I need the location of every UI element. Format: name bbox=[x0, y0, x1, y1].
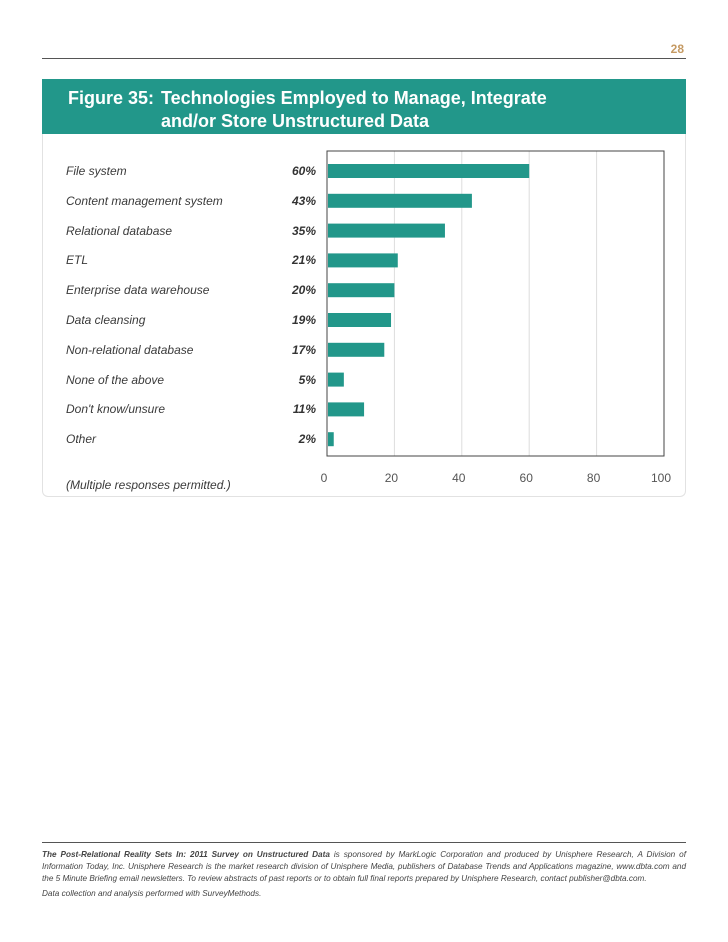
x-tick-label: 20 bbox=[384, 471, 399, 485]
bar bbox=[328, 224, 445, 238]
x-tick-label: 60 bbox=[519, 471, 533, 485]
value-label: 17% bbox=[291, 342, 316, 357]
bar bbox=[328, 402, 364, 416]
bar bbox=[328, 432, 334, 446]
category-label: Data cleansing bbox=[66, 313, 146, 327]
category-label: Enterprise data warehouse bbox=[66, 283, 210, 298]
footer-text bbox=[42, 849, 686, 885]
bar bbox=[328, 313, 391, 327]
bar bbox=[328, 253, 398, 267]
category-label: None of the above bbox=[66, 372, 165, 387]
x-tick-label: 100 bbox=[650, 471, 672, 485]
category-label: ETL bbox=[66, 253, 89, 268]
bar bbox=[328, 373, 344, 387]
value-label: 2% bbox=[298, 432, 316, 447]
category-label: Relational database bbox=[66, 223, 173, 238]
footer-rule bbox=[42, 842, 686, 843]
value-label: 21% bbox=[291, 253, 316, 268]
value-label: 11% bbox=[292, 402, 316, 417]
category-label: Other bbox=[66, 432, 97, 447]
category-label: Don't know/unsure bbox=[66, 402, 166, 417]
value-label: 35% bbox=[291, 223, 316, 238]
page-number: 28 bbox=[670, 42, 684, 56]
value-label: 60% bbox=[291, 164, 316, 178]
value-label: 43% bbox=[291, 193, 316, 208]
footer-report-title: The Post-Relational Reality Sets In: 2011 Survey on Unstructured Data bbox=[42, 850, 330, 859]
footer-credit: Data collection and analysis performed with SurveyMethods. bbox=[42, 889, 262, 898]
figure-label: Figure 35: bbox=[68, 88, 155, 108]
x-tick-label: 80 bbox=[586, 471, 601, 485]
value-label: 19% bbox=[291, 313, 316, 327]
bar bbox=[328, 194, 472, 208]
x-tick-label: 40 bbox=[452, 471, 466, 485]
bar bbox=[328, 164, 529, 178]
value-label: 20% bbox=[291, 283, 316, 298]
category-label: Content management system bbox=[66, 193, 223, 208]
bar bbox=[328, 343, 384, 357]
chart-note: (Multiple responses permitted.) bbox=[66, 478, 231, 492]
value-label: 5% bbox=[298, 372, 316, 387]
footer-body: is sponsored by MarkLogic Corporation and produced by Unisphere Research, A Division of Information Today, Inc. Unisphere Research is the market research division of Unisphere Media, publishers of Database Trends and Applications magazine, www.dbta.com and the 5 Minute Briefing email newsletters. To review abstracts of past reports or to obtain full final reports prepared by Unisphere Research, contact publisher@dbta.com. bbox=[42, 850, 686, 883]
figure-title-line2: and/or Store Unstructured Data bbox=[161, 111, 430, 131]
figure-title-line1: Technologies Employed to Manage, Integrate bbox=[161, 88, 547, 108]
category-label: Non-relational database bbox=[66, 342, 194, 357]
category-label: File system bbox=[66, 164, 127, 178]
bar bbox=[328, 283, 394, 297]
x-tick-label: 0 bbox=[320, 471, 328, 485]
